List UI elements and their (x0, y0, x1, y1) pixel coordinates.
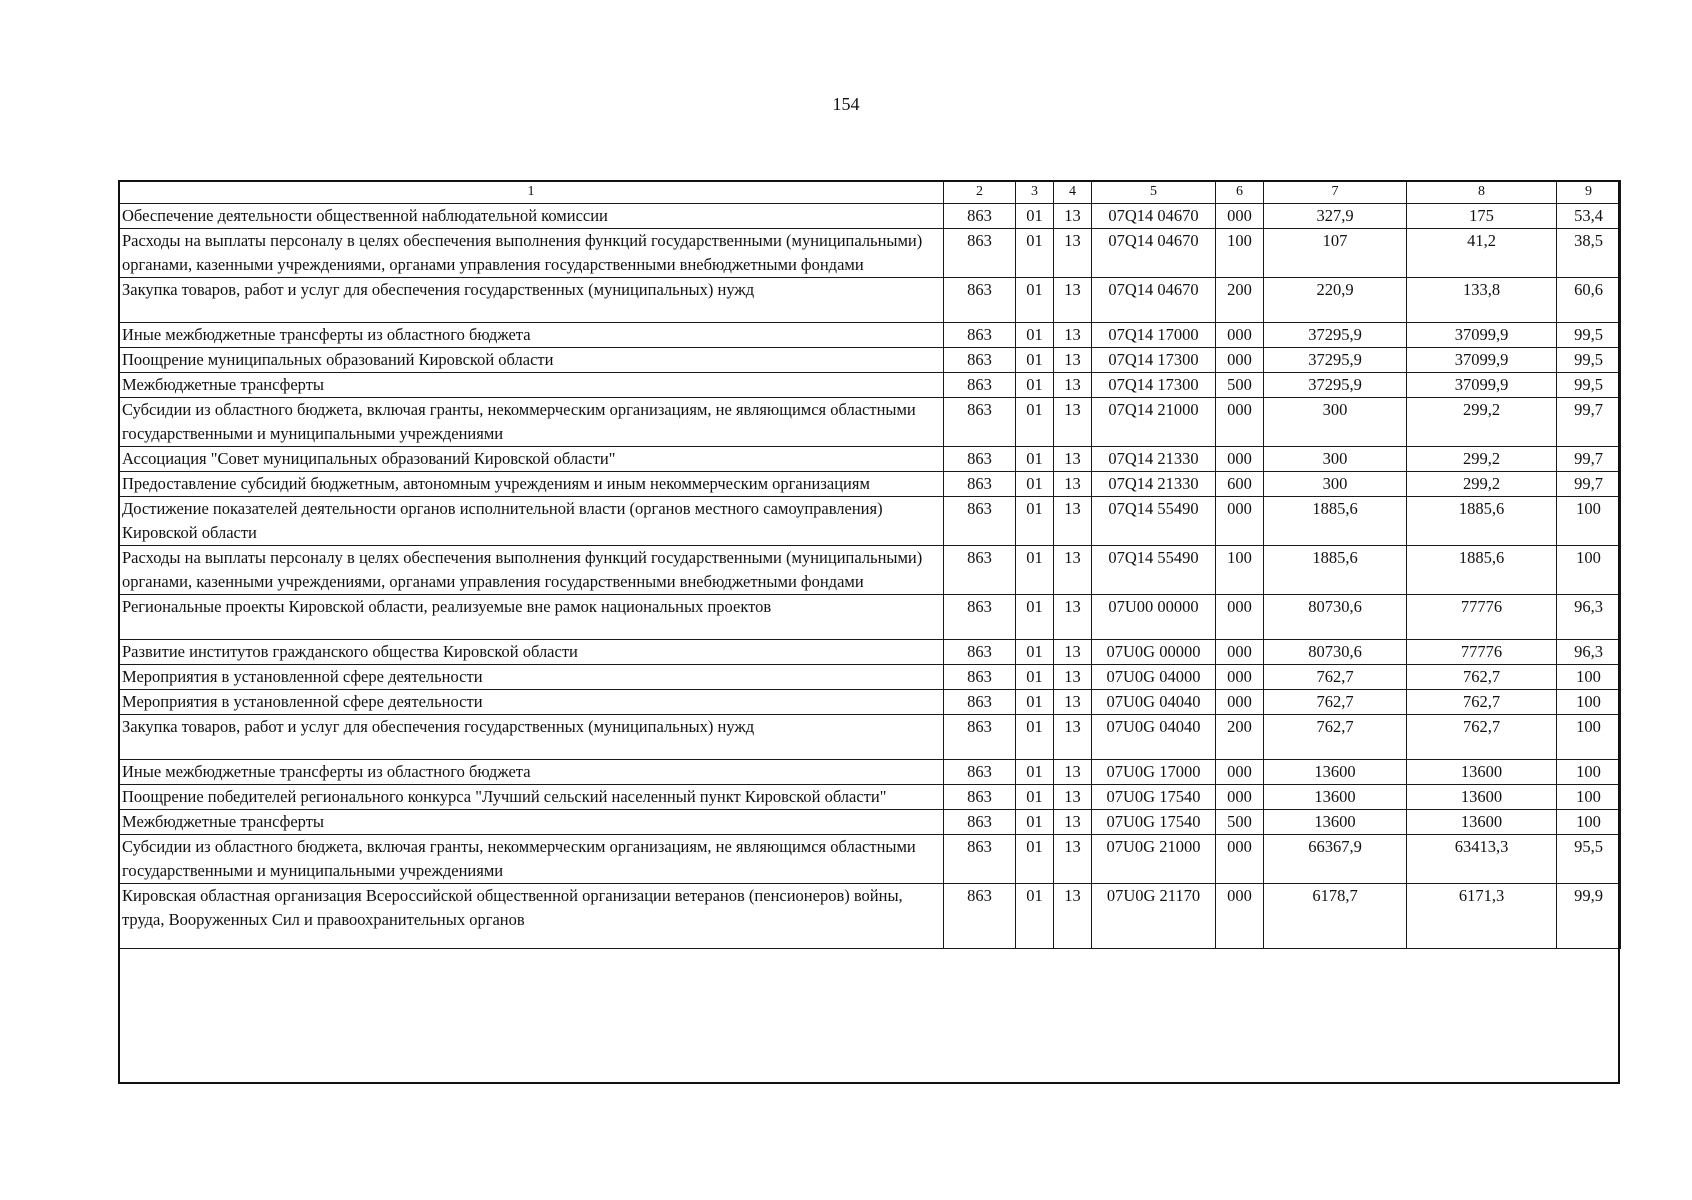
row-value-cell: 000 (1216, 595, 1264, 640)
row-value-cell: 100 (1557, 760, 1621, 785)
row-name-cell: Ассоциация "Совет муниципальных образований Кировской области" (119, 447, 944, 472)
row-value-cell: 299,2 (1407, 447, 1557, 472)
row-value-cell: 1885,6 (1407, 497, 1557, 546)
row-value-cell: 863 (944, 447, 1016, 472)
row-value-cell: 13 (1054, 690, 1092, 715)
row-value-cell: 100 (1216, 546, 1264, 595)
row-value-cell: 000 (1216, 497, 1264, 546)
row-name-cell: Субсидии из областного бюджета, включая гранты, некоммерческим организациям, не являющимся областными государственными и муниципальными учреждениями (119, 398, 944, 447)
row-name-cell: Расходы на выплаты персоналу в целях обеспечения выполнения функций государственными (муниципальными) органами, казенными учреждениями, органами управления государственными внебюджетными фондами (119, 229, 944, 278)
row-name-cell: Иные межбюджетные трансферты из областного бюджета (119, 760, 944, 785)
row-name-cell: Кировская областная организация Всероссийской общественной организации ветеранов (пенсионеров) войны, труда, Вооруженных Сил и правоохранительных органов (119, 884, 944, 949)
row-value-cell: 99,5 (1557, 323, 1621, 348)
row-name-cell: Предоставление субсидий бюджетным, автономным учреждениям и иным некоммерческим организациям (119, 472, 944, 497)
row-value-cell: 863 (944, 204, 1016, 229)
table-row (119, 373, 1621, 398)
row-value-cell: 100 (1557, 690, 1621, 715)
row-value-cell: 863 (944, 665, 1016, 690)
row-value-cell: 07U0G 21170 (1092, 884, 1216, 949)
row-value-cell: 13600 (1264, 760, 1407, 785)
row-value-cell: 07Q14 04670 (1092, 278, 1216, 323)
row-value-cell: 000 (1216, 348, 1264, 373)
row-value-cell: 863 (944, 546, 1016, 595)
row-value-cell: 01 (1016, 810, 1054, 835)
row-value-cell: 762,7 (1407, 715, 1557, 760)
row-value-cell: 13 (1054, 760, 1092, 785)
row-value-cell: 100 (1557, 497, 1621, 546)
row-value-cell: 37099,9 (1407, 348, 1557, 373)
row-value-cell: 863 (944, 497, 1016, 546)
row-value-cell: 01 (1016, 884, 1054, 949)
row-value-cell: 13 (1054, 835, 1092, 884)
row-value-cell: 863 (944, 595, 1016, 640)
row-value-cell: 863 (944, 715, 1016, 760)
row-value-cell: 13 (1054, 204, 1092, 229)
row-value-cell: 1885,6 (1264, 546, 1407, 595)
row-name-cell: Достижение показателей деятельности органов исполнительной власти (органов местного самоуправления) Кировской области (119, 497, 944, 546)
row-value-cell: 07U00 00000 (1092, 595, 1216, 640)
row-name-cell: Поощрение муниципальных образований Кировской области (119, 348, 944, 373)
row-value-cell: 77776 (1407, 595, 1557, 640)
row-value-cell: 01 (1016, 323, 1054, 348)
row-value-cell: 13 (1054, 398, 1092, 447)
row-value-cell: 99,7 (1557, 398, 1621, 447)
row-value-cell: 01 (1016, 229, 1054, 278)
row-value-cell: 200 (1216, 278, 1264, 323)
header-cell: 1 (119, 181, 944, 204)
table-row (119, 810, 1621, 835)
row-value-cell: 100 (1557, 665, 1621, 690)
row-value-cell: 500 (1216, 373, 1264, 398)
table-row (119, 884, 1621, 949)
table-row (119, 497, 1621, 546)
row-value-cell: 07U0G 00000 (1092, 640, 1216, 665)
row-value-cell: 863 (944, 373, 1016, 398)
table-body (119, 204, 1621, 949)
row-value-cell: 300 (1264, 398, 1407, 447)
row-value-cell: 99,5 (1557, 373, 1621, 398)
row-value-cell: 000 (1216, 447, 1264, 472)
row-value-cell: 1885,6 (1407, 546, 1557, 595)
row-value-cell: 000 (1216, 785, 1264, 810)
row-value-cell: 13 (1054, 447, 1092, 472)
row-value-cell: 01 (1016, 595, 1054, 640)
row-value-cell: 13600 (1407, 760, 1557, 785)
row-value-cell: 863 (944, 884, 1016, 949)
row-value-cell: 175 (1407, 204, 1557, 229)
row-value-cell: 863 (944, 810, 1016, 835)
row-value-cell: 07U0G 17540 (1092, 810, 1216, 835)
row-value-cell: 863 (944, 398, 1016, 447)
row-value-cell: 07U0G 17540 (1092, 785, 1216, 810)
row-name-cell: Поощрение победителей регионального конкурса "Лучший сельский населенный пункт Кировской области" (119, 785, 944, 810)
row-value-cell: 762,7 (1407, 665, 1557, 690)
table-row (119, 278, 1621, 323)
row-value-cell: 38,5 (1557, 229, 1621, 278)
row-value-cell: 13 (1054, 373, 1092, 398)
row-value-cell: 01 (1016, 373, 1054, 398)
header-cell: 9 (1557, 181, 1621, 204)
row-name-cell: Региональные проекты Кировской области, реализуемые вне рамок национальных проектов (119, 595, 944, 640)
table-row (119, 348, 1621, 373)
row-value-cell: 762,7 (1264, 715, 1407, 760)
row-value-cell: 01 (1016, 760, 1054, 785)
row-value-cell: 13600 (1407, 785, 1557, 810)
row-value-cell: 100 (1557, 715, 1621, 760)
row-value-cell: 133,8 (1407, 278, 1557, 323)
row-value-cell: 863 (944, 785, 1016, 810)
row-value-cell: 100 (1557, 785, 1621, 810)
row-value-cell: 07Q14 21000 (1092, 398, 1216, 447)
row-value-cell: 99,7 (1557, 447, 1621, 472)
row-value-cell: 863 (944, 640, 1016, 665)
row-value-cell: 000 (1216, 760, 1264, 785)
row-value-cell: 07Q14 21330 (1092, 447, 1216, 472)
row-value-cell: 13 (1054, 323, 1092, 348)
row-name-cell: Межбюджетные трансферты (119, 810, 944, 835)
row-value-cell: 300 (1264, 472, 1407, 497)
table-row (119, 835, 1621, 884)
row-value-cell: 863 (944, 348, 1016, 373)
row-value-cell: 96,3 (1557, 640, 1621, 665)
table-row (119, 785, 1621, 810)
row-value-cell: 13 (1054, 348, 1092, 373)
row-value-cell: 01 (1016, 204, 1054, 229)
row-value-cell: 07U0G 04040 (1092, 715, 1216, 760)
row-value-cell: 000 (1216, 398, 1264, 447)
row-value-cell: 13 (1054, 595, 1092, 640)
row-name-cell: Субсидии из областного бюджета, включая гранты, некоммерческим организациям, не являющимся областными государственными и муниципальными учреждениями (119, 835, 944, 884)
table-row (119, 640, 1621, 665)
header-cell: 5 (1092, 181, 1216, 204)
row-value-cell: 99,5 (1557, 348, 1621, 373)
row-value-cell: 99,7 (1557, 472, 1621, 497)
row-value-cell: 100 (1557, 810, 1621, 835)
row-value-cell: 07U0G 04040 (1092, 690, 1216, 715)
row-value-cell: 600 (1216, 472, 1264, 497)
row-value-cell: 13 (1054, 546, 1092, 595)
row-name-cell: Развитие институтов гражданского общества Кировской области (119, 640, 944, 665)
row-name-cell: Расходы на выплаты персоналу в целях обеспечения выполнения функций государственными (муниципальными) органами, казенными учреждениями, органами управления государственными внебюджетными фондами (119, 546, 944, 595)
row-value-cell: 762,7 (1407, 690, 1557, 715)
row-value-cell: 327,9 (1264, 204, 1407, 229)
row-value-cell: 01 (1016, 690, 1054, 715)
row-value-cell: 863 (944, 278, 1016, 323)
row-value-cell: 07Q14 55490 (1092, 497, 1216, 546)
row-value-cell: 500 (1216, 810, 1264, 835)
row-value-cell: 299,2 (1407, 472, 1557, 497)
row-value-cell: 01 (1016, 640, 1054, 665)
row-value-cell: 13600 (1264, 785, 1407, 810)
row-value-cell: 000 (1216, 690, 1264, 715)
row-value-cell: 01 (1016, 835, 1054, 884)
row-value-cell: 300 (1264, 447, 1407, 472)
row-value-cell: 000 (1216, 204, 1264, 229)
row-value-cell: 41,2 (1407, 229, 1557, 278)
row-value-cell: 13 (1054, 884, 1092, 949)
header-cell: 6 (1216, 181, 1264, 204)
row-value-cell: 01 (1016, 278, 1054, 323)
row-value-cell: 01 (1016, 348, 1054, 373)
header-cell: 8 (1407, 181, 1557, 204)
table-row (119, 760, 1621, 785)
table-row (119, 229, 1621, 278)
row-value-cell: 01 (1016, 398, 1054, 447)
table-row (119, 323, 1621, 348)
row-value-cell: 63413,3 (1407, 835, 1557, 884)
row-value-cell: 13 (1054, 785, 1092, 810)
table-row (119, 715, 1621, 760)
row-value-cell: 6171,3 (1407, 884, 1557, 949)
row-value-cell: 13600 (1264, 810, 1407, 835)
row-value-cell: 07U0G 04000 (1092, 665, 1216, 690)
table-row (119, 546, 1621, 595)
row-value-cell: 863 (944, 472, 1016, 497)
row-value-cell: 77776 (1407, 640, 1557, 665)
row-value-cell: 99,9 (1557, 884, 1621, 949)
table-row (119, 690, 1621, 715)
row-value-cell: 37295,9 (1264, 348, 1407, 373)
row-value-cell: 07Q14 17300 (1092, 348, 1216, 373)
row-value-cell: 13 (1054, 665, 1092, 690)
page-number: 154 (832, 94, 860, 114)
row-value-cell: 07Q14 55490 (1092, 546, 1216, 595)
row-value-cell: 80730,6 (1264, 640, 1407, 665)
row-value-cell: 299,2 (1407, 398, 1557, 447)
row-value-cell: 000 (1216, 665, 1264, 690)
row-value-cell: 100 (1557, 546, 1621, 595)
table-row (119, 595, 1621, 640)
row-value-cell: 13 (1054, 278, 1092, 323)
row-value-cell: 37099,9 (1407, 323, 1557, 348)
row-value-cell: 13 (1054, 715, 1092, 760)
row-value-cell: 863 (944, 323, 1016, 348)
row-value-cell: 66367,9 (1264, 835, 1407, 884)
row-name-cell: Закупка товаров, работ и услуг для обеспечения государственных (муниципальных) нужд (119, 278, 944, 323)
row-value-cell: 07U0G 17000 (1092, 760, 1216, 785)
row-name-cell: Обеспечение деятельности общественной наблюдательной комиссии (119, 204, 944, 229)
row-value-cell: 762,7 (1264, 665, 1407, 690)
header-cell: 7 (1264, 181, 1407, 204)
table-header-row (119, 181, 1621, 204)
row-value-cell: 000 (1216, 884, 1264, 949)
row-value-cell: 220,9 (1264, 278, 1407, 323)
header-cell: 3 (1016, 181, 1054, 204)
row-value-cell: 60,6 (1557, 278, 1621, 323)
row-value-cell: 01 (1016, 447, 1054, 472)
row-value-cell: 01 (1016, 715, 1054, 760)
row-value-cell: 863 (944, 760, 1016, 785)
row-value-cell: 96,3 (1557, 595, 1621, 640)
table-row (119, 447, 1621, 472)
row-value-cell: 01 (1016, 785, 1054, 810)
row-value-cell: 37295,9 (1264, 373, 1407, 398)
row-value-cell: 07U0G 21000 (1092, 835, 1216, 884)
row-value-cell: 07Q14 04670 (1092, 204, 1216, 229)
header-cell: 2 (944, 181, 1016, 204)
row-value-cell: 01 (1016, 472, 1054, 497)
table-row (119, 398, 1621, 447)
row-value-cell: 200 (1216, 715, 1264, 760)
row-value-cell: 000 (1216, 640, 1264, 665)
row-value-cell: 107 (1264, 229, 1407, 278)
row-value-cell: 13 (1054, 229, 1092, 278)
row-name-cell: Закупка товаров, работ и услуг для обеспечения государственных (муниципальных) нужд (119, 715, 944, 760)
row-name-cell: Мероприятия в установленной сфере деятельности (119, 665, 944, 690)
row-value-cell: 13 (1054, 640, 1092, 665)
row-value-cell: 13 (1054, 810, 1092, 835)
budget-table (118, 180, 1621, 949)
table-row (119, 204, 1621, 229)
row-value-cell: 13 (1054, 472, 1092, 497)
row-value-cell: 01 (1016, 546, 1054, 595)
table-row (119, 665, 1621, 690)
row-value-cell: 53,4 (1557, 204, 1621, 229)
row-name-cell: Межбюджетные трансферты (119, 373, 944, 398)
row-value-cell: 000 (1216, 835, 1264, 884)
row-value-cell: 37099,9 (1407, 373, 1557, 398)
row-value-cell: 6178,7 (1264, 884, 1407, 949)
row-value-cell: 07Q14 17000 (1092, 323, 1216, 348)
row-value-cell: 863 (944, 229, 1016, 278)
row-value-cell: 01 (1016, 497, 1054, 546)
row-value-cell: 80730,6 (1264, 595, 1407, 640)
row-value-cell: 07Q14 17300 (1092, 373, 1216, 398)
table-row (119, 472, 1621, 497)
row-value-cell: 100 (1216, 229, 1264, 278)
row-value-cell: 95,5 (1557, 835, 1621, 884)
row-value-cell: 13 (1054, 497, 1092, 546)
row-value-cell: 07Q14 21330 (1092, 472, 1216, 497)
row-value-cell: 762,7 (1264, 690, 1407, 715)
row-value-cell: 863 (944, 835, 1016, 884)
row-value-cell: 1885,6 (1264, 497, 1407, 546)
row-value-cell: 13600 (1407, 810, 1557, 835)
row-name-cell: Мероприятия в установленной сфере деятельности (119, 690, 944, 715)
row-value-cell: 000 (1216, 323, 1264, 348)
row-value-cell: 07Q14 04670 (1092, 229, 1216, 278)
row-value-cell: 37295,9 (1264, 323, 1407, 348)
row-value-cell: 863 (944, 690, 1016, 715)
row-value-cell: 01 (1016, 665, 1054, 690)
row-name-cell: Иные межбюджетные трансферты из областного бюджета (119, 323, 944, 348)
header-cell: 4 (1054, 181, 1092, 204)
